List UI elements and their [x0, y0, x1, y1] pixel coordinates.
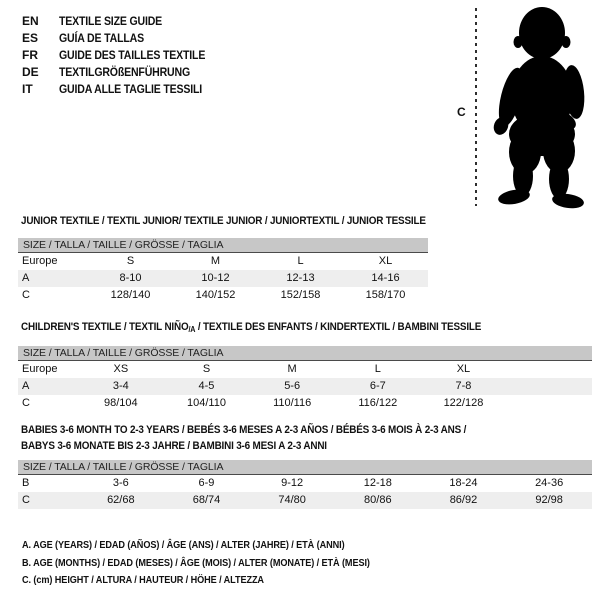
babies-title-line1: BABIES 3-6 MONTH TO 2-3 YEARS / BEBÉS 3-6 MESES A 2-3 AÑOS / BÉBÉS 3-6 MOIS À 2-3 ANS / [21, 424, 467, 436]
lang-row-it [22, 81, 225, 98]
legend-text: C. (cm) HEIGHT / ALTURA / HAUTEUR / HÖHE / ALTEZZA [22, 574, 264, 586]
row-label: Europe [22, 363, 58, 375]
children-section-title [21, 320, 532, 338]
size-cell: 68/74 [164, 492, 250, 509]
size-cell: M [210, 255, 221, 267]
size-cell: S [202, 363, 211, 375]
row-label: A [18, 378, 78, 395]
size-cell: 128/140 [110, 289, 151, 301]
lang-row-de [22, 64, 225, 81]
lang-label: GUIDA ALLE TAGLIE TESSILI [59, 82, 203, 96]
table-row [18, 361, 592, 379]
size-cell: 80/86 [335, 492, 421, 509]
size-cell-empty [506, 361, 592, 379]
size-cell: 4-5 [164, 378, 250, 395]
size-cell: 12-13 [258, 270, 343, 287]
size-cell: 122/128 [443, 397, 484, 409]
size-cell: 86/92 [421, 492, 507, 509]
size-cell: 62/68 [78, 492, 164, 509]
size-cell: M [287, 363, 297, 375]
size-cell: 152/158 [280, 289, 321, 301]
legend-line-b [22, 555, 422, 573]
legend-text: B. AGE (MONTHS) / EDAD (MESES) / ÂGE (MOIS) / ALTER (MONATE) / ETÀ (MESI) [22, 556, 370, 569]
junior-title-text: JUNIOR TEXTILE / TEXTIL JUNIOR/ TEXTILE JUNIOR / JUNIORTEXTIL / JUNIOR TESSILE [21, 215, 426, 227]
legend-text: A. AGE (YEARS) / EDAD (AÑOS) / ÂGE (ANS) / ALTER (JAHRE) / ETÀ (ANNI) [22, 539, 345, 551]
size-cell: 5-6 [249, 378, 335, 395]
size-cell: 12-18 [363, 477, 392, 489]
row-label: A [18, 270, 88, 287]
lang-label: GUÍA DE TALLAS [59, 31, 144, 45]
height-dotted-line [475, 8, 477, 206]
size-header-label: SIZE / TALLA / TAILLE / GRÖSSE / TAGLIA [18, 346, 592, 361]
size-cell: L [374, 363, 381, 375]
lang-row-es [22, 30, 225, 47]
size-cell: 6-7 [335, 378, 421, 395]
size-cell: 158/170 [365, 289, 406, 301]
size-cell: S [126, 255, 135, 267]
lang-label: GUIDE DES TAILLES TEXTILE [59, 48, 206, 62]
lang-code: EN [22, 14, 39, 28]
babies-size-table [18, 460, 592, 509]
table-row [18, 253, 428, 271]
lang-code: IT [22, 82, 33, 96]
size-cell: XS [113, 363, 129, 375]
size-cell: L [297, 255, 304, 267]
row-label: C [22, 397, 30, 409]
size-cell: 116/122 [358, 397, 398, 409]
size-header-label: SIZE / TALLA / TAILLE / GRÖSSE / TAGLIA [18, 460, 592, 475]
lang-row-en [22, 13, 225, 30]
language-header [22, 13, 225, 98]
size-cell: XL [378, 255, 393, 267]
children-size-table [18, 346, 592, 412]
size-cell: 9-12 [281, 477, 304, 489]
size-cell: 140/152 [195, 289, 236, 301]
size-cell-empty [506, 378, 592, 395]
legend-line-c [22, 572, 422, 590]
size-header-row [18, 346, 592, 361]
row-label: Europe [22, 255, 58, 267]
lang-code: ES [22, 31, 39, 45]
size-cell: 3-6 [112, 477, 129, 489]
row-label: B [22, 477, 30, 489]
size-cell: 110/116 [273, 397, 312, 409]
junior-size-table [18, 238, 428, 304]
size-cell: 98/104 [104, 397, 138, 409]
table-row [18, 378, 592, 395]
children-title-text [21, 320, 481, 338]
table-row [18, 287, 428, 304]
size-cell: 7-8 [421, 378, 507, 395]
size-cell: 24-36 [535, 477, 564, 489]
size-header-label: SIZE / TALLA / TAILLE / GRÖSSE / TAGLIA [18, 238, 428, 253]
row-label: C [18, 492, 78, 509]
size-cell: 104/110 [187, 397, 226, 409]
size-cell-empty [506, 395, 592, 412]
children-title-pre: CHILDREN'S TEXTILE / TEXTIL NIÑO [21, 321, 189, 333]
lang-code: FR [22, 48, 38, 62]
table-row [18, 395, 592, 412]
size-cell: 14-16 [343, 270, 428, 287]
size-cell: 92/98 [506, 492, 592, 509]
babies-section-title [21, 423, 516, 454]
size-cell: 3-4 [78, 378, 164, 395]
table-row [18, 492, 592, 509]
size-cell: 6-9 [198, 477, 215, 489]
size-header-row [18, 238, 428, 253]
babies-title-line2: BABYS 3-6 MONATE BIS 2-3 JAHRE / BAMBINI 3-6 MESI A 2-3 ANNI [21, 439, 327, 452]
lang-row-fr [22, 47, 225, 64]
table-row [18, 270, 428, 287]
lang-code: DE [22, 65, 39, 79]
measure-legend [22, 537, 422, 590]
children-title-post: / TEXTILE DES ENFANTS / KINDERTEXTIL / BAMBINI TESSILE [195, 321, 482, 333]
size-cell: 74/80 [249, 492, 335, 509]
baby-silhouette-icon [486, 4, 596, 212]
size-cell: 10-12 [173, 270, 258, 287]
legend-line-a [22, 537, 422, 555]
table-row [18, 475, 592, 493]
lang-label: TEXTILE SIZE GUIDE [59, 14, 163, 28]
size-cell: 18-24 [449, 477, 478, 489]
junior-section-title [21, 214, 471, 230]
children-title-sub: /A [188, 325, 196, 334]
height-measure-label: C [457, 105, 466, 119]
size-header-row [18, 460, 592, 475]
lang-label: TEXTILGRÖßENFÜHRUNG [59, 65, 191, 79]
row-label: C [22, 289, 30, 301]
size-cell: XL [456, 363, 471, 375]
size-cell: 8-10 [88, 270, 173, 287]
